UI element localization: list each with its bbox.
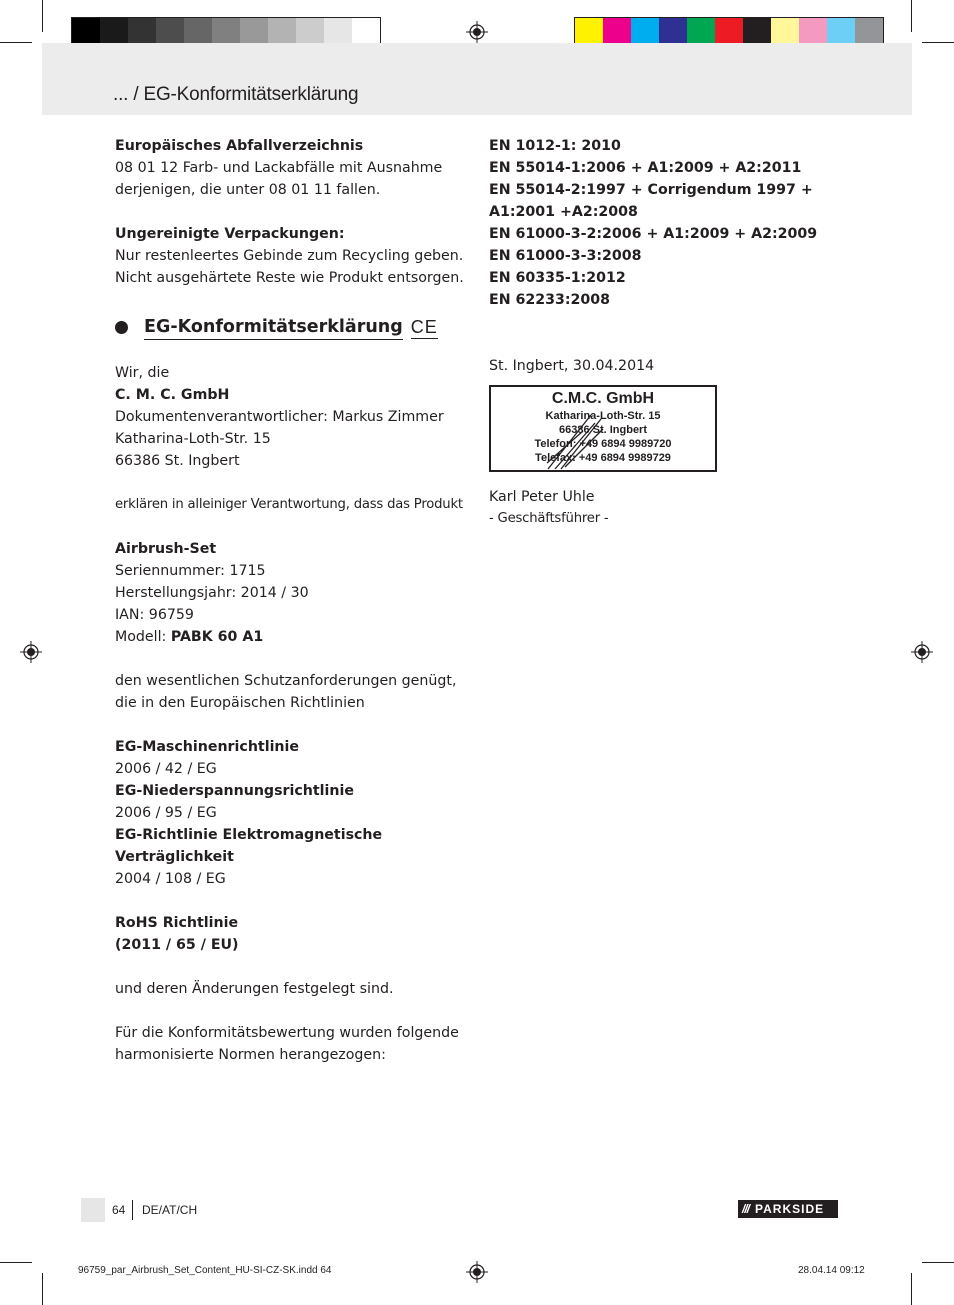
crop-mark (0, 42, 32, 43)
standard-item: EN 55014-1:2006 + A1:2009 + A2:2011 (489, 160, 802, 176)
crop-mark (42, 0, 43, 32)
directive-title: EG-Maschinenrichtlinie (115, 739, 300, 755)
crop-mark (911, 1273, 912, 1305)
color-swatch (603, 18, 631, 46)
directive-code: 2006 / 42 / EG (115, 761, 217, 777)
gray-swatch (296, 18, 324, 46)
company-city: 66386 St. Ingbert (115, 453, 240, 469)
place-date: St. Ingbert, 30.04.2014 (489, 358, 655, 374)
color-swatch (659, 18, 687, 46)
gray-swatch (240, 18, 268, 46)
ian-number: IAN: 96759 (115, 607, 194, 623)
rohs-title: RoHS Richtlinie (115, 915, 239, 931)
brand-word: PARKSIDE (755, 1202, 825, 1216)
stamp-fax: Telefax: +49 6894 9989729 (535, 452, 671, 464)
standard-item: EN 61000-3-3:2008 (489, 248, 642, 264)
rohs-code: (2011 / 65 / EU) (115, 937, 239, 953)
model-value: PABK 60 A1 (170, 629, 264, 645)
color-swatch (631, 18, 659, 46)
company-name: C. M. C. GmbH (115, 387, 230, 403)
standard-item: EN 1012-1: 2010 (489, 138, 621, 154)
gray-swatch (128, 18, 156, 46)
standard-item: EN 55014-2:1997 + Corrigendum 1997 + (489, 182, 813, 198)
norms-text-line: Für die Konformitätsbewertung wurden folgende (115, 1025, 459, 1041)
crop-mark (42, 1273, 43, 1305)
signatory-name: Karl Peter Uhle (489, 489, 595, 505)
color-swatch (771, 18, 799, 46)
color-swatch (855, 18, 883, 46)
model-label: Modell: (115, 629, 171, 645)
ce-mark-icon: CE (410, 317, 438, 337)
section-heading (115, 315, 475, 340)
serial-number: Seriennummer: 1715 (115, 563, 266, 579)
gray-swatch (268, 18, 296, 46)
file-slug: 96759_par_Airbrush_Set_Content_HU-SI-CZ-SK.indd 64 (78, 1265, 332, 1276)
registration-mark-icon (20, 641, 42, 663)
production-year: Herstellungsjahr: 2014 / 30 (115, 585, 309, 601)
we-text: Wir, die (115, 365, 170, 381)
standard-item: A1:2001 +A2:2008 (489, 204, 638, 220)
amendments-text: und deren Änderungen festgelegt sind. (115, 981, 394, 997)
registration-mark-icon (466, 21, 488, 43)
directive-title: EG-Niederspannungsrichtlinie (115, 783, 354, 799)
packaging-text-line: Nicht ausgehärtete Reste wie Produkt entsorgen. (115, 270, 464, 286)
signatory-role: - Geschäftsführer - (489, 511, 609, 526)
footer-divider (132, 1200, 133, 1220)
parkside-logo (738, 1200, 838, 1218)
color-swatch (715, 18, 743, 46)
waste-heading: Europäisches Abfallverzeichnis (115, 138, 364, 154)
stamp-city: 66386 St. Ingbert (558, 424, 648, 436)
crop-mark (922, 42, 954, 43)
page-title: ... / EG-Konformitätserklärung (113, 84, 359, 105)
registration-mark-icon (466, 1261, 488, 1283)
waste-text-line: 08 01 12 Farb- und Lackabfälle mit Ausnahme (115, 160, 443, 176)
brand-slashes: /// (742, 1202, 750, 1216)
page-number: 64 (112, 1203, 126, 1217)
color-swatch (687, 18, 715, 46)
signature-icon (543, 411, 623, 471)
left-column (115, 135, 475, 1066)
crop-mark (922, 1262, 954, 1263)
datetime-slug: 28.04.14 09:12 (798, 1265, 865, 1276)
crop-mark (0, 1262, 32, 1263)
directive-title: EG-Richtlinie Elektromagnetische (115, 827, 383, 843)
standard-item: EN 61000-3-2:2006 + A1:2009 + A2:2009 (489, 226, 818, 242)
gray-swatch (156, 18, 184, 46)
product-name: Airbrush-Set (115, 541, 217, 557)
color-swatch (743, 18, 771, 46)
model-line (115, 626, 475, 648)
registration-mark-icon (911, 641, 933, 663)
standard-item: EN 60335-1:2012 (489, 270, 626, 286)
norms-text-line: harmonisierte Normen herangezogen: (115, 1047, 386, 1063)
gray-swatch (324, 18, 352, 46)
section-title: EG-Konformitätserklärung (144, 315, 403, 340)
requirements-text-line: den wesentlichen Schutzanforderungen genügt, (115, 673, 457, 689)
company-street: Katharina-Loth-Str. 15 (115, 431, 271, 447)
standard-item: EN 62233:2008 (489, 292, 611, 308)
waste-text-line: derjenigen, die unter 08 01 11 fallen. (115, 182, 381, 198)
requirements-text-line: die in den Europäischen Richtlinien (115, 695, 365, 711)
right-column (489, 135, 889, 530)
crop-mark (911, 0, 912, 32)
directive-code: 2004 / 108 / EG (115, 871, 226, 887)
directive-title: Verträglichkeit (115, 849, 234, 865)
gray-swatch (72, 18, 100, 46)
page-number-box (81, 1198, 105, 1222)
company-stamp (489, 385, 717, 472)
packaging-text-line: Nur restenleertes Gebinde zum Recycling geben. (115, 248, 464, 264)
declare-text: erklären in alleiniger Verantwortung, dass das Produkt (115, 497, 463, 512)
color-swatch (799, 18, 827, 46)
color-swatch (827, 18, 855, 46)
directive-code: 2006 / 95 / EG (115, 805, 217, 821)
language-label: DE/AT/CH (142, 1203, 198, 1217)
gray-swatch (100, 18, 128, 46)
stamp-name: C.M.C. GmbH (551, 390, 655, 407)
packaging-heading: Ungereinigte Verpackungen: (115, 226, 345, 242)
stamp-street: Katharina-Loth-Str. 15 (545, 410, 661, 422)
gray-swatch (352, 18, 380, 46)
stamp-phone: Telefon: +49 6894 9989720 (534, 438, 672, 450)
gray-swatch (212, 18, 240, 46)
bullet-icon (115, 321, 128, 334)
color-swatch (575, 18, 603, 46)
doc-responsible: Dokumentenverantwortlicher: Markus Zimmer (115, 409, 444, 425)
gray-swatch (184, 18, 212, 46)
